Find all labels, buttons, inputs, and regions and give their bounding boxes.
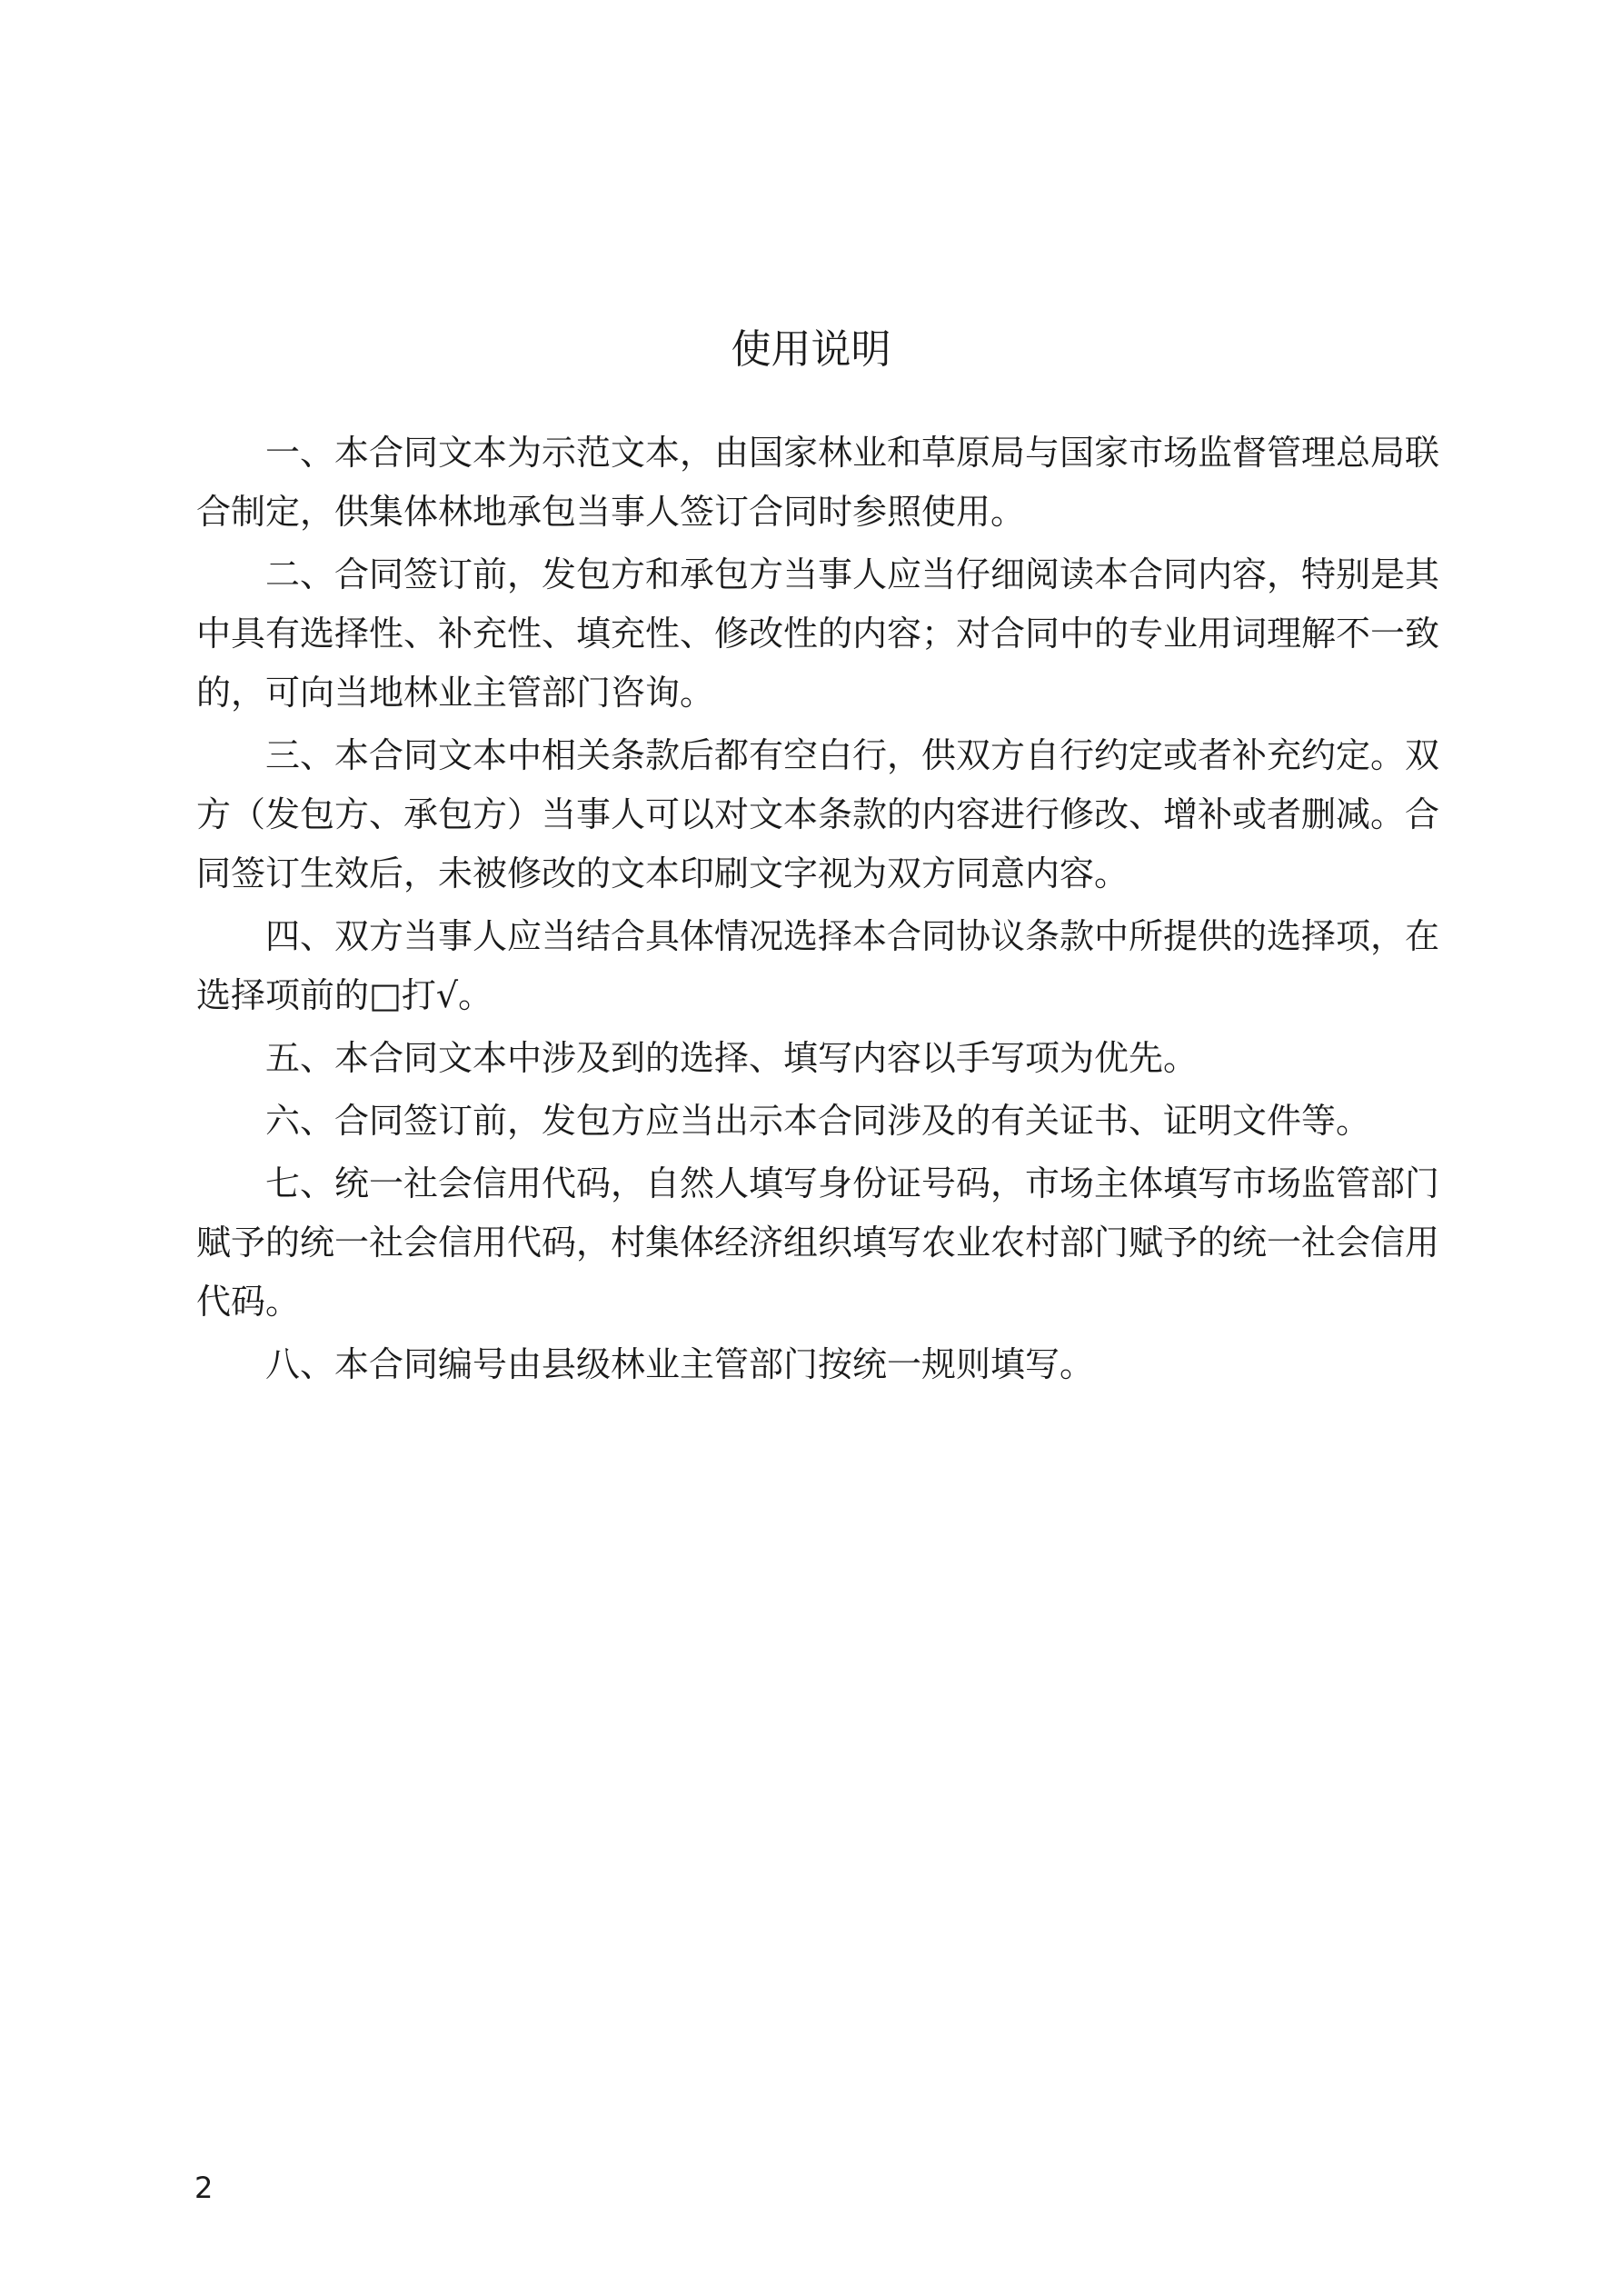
instruction-paragraph-6: 六、合同签订前，发包方应当出示本合同涉及的有关证书、证明文件等。 <box>265 1101 1371 1141</box>
instruction-paragraph-2: 二、合同签订前，发包方和承包方当事人应当仔细阅读本合同内容，特别是其中具有选择性、补充性、填充性、修改性的内容；对合同中的专业用词理解不一致的，可向当地林业主管部门咨询。 <box>196 554 1440 713</box>
page-title: 使用说明 <box>731 326 891 373</box>
instruction-paragraph-3: 三、本合同文本中相关条款后都有空白行，供双方自行约定或者补充约定。双方（发包方、承包方）当事人可以对文本条款的内容进行修改、增补或者删减。合同签订生效后，未被修改的文本印刷文字视为双方同意内容。 <box>196 735 1440 893</box>
instructions-body <box>196 424 1439 1398</box>
page-number: 2 <box>194 2171 214 2205</box>
instruction-paragraph-1: 一、本合同文本为示范文本，由国家林业和草原局与国家市场监督管理总局联合制定，供集体林地承包当事人签订合同时参照使用。 <box>196 433 1440 532</box>
instruction-paragraph-8: 八、本合同编号由县级林业主管部门按统一规则填写。 <box>265 1344 1095 1384</box>
instruction-paragraph-7: 七、统一社会信用代码，自然人填写身份证号码，市场主体填写市场监管部门赋予的统一社会信用代码，村集体经济组织填写农业农村部门赋予的统一社会信用代码。 <box>196 1163 1440 1322</box>
instruction-paragraph-4: 四、双方当事人应当结合具体情况选择本合同协议条款中所提供的选择项，在选择项前的□打√。 <box>196 916 1440 1015</box>
instruction-paragraph-5: 五、本合同文本中涉及到的选择、填写内容以手写项为优先。 <box>265 1038 1199 1078</box>
